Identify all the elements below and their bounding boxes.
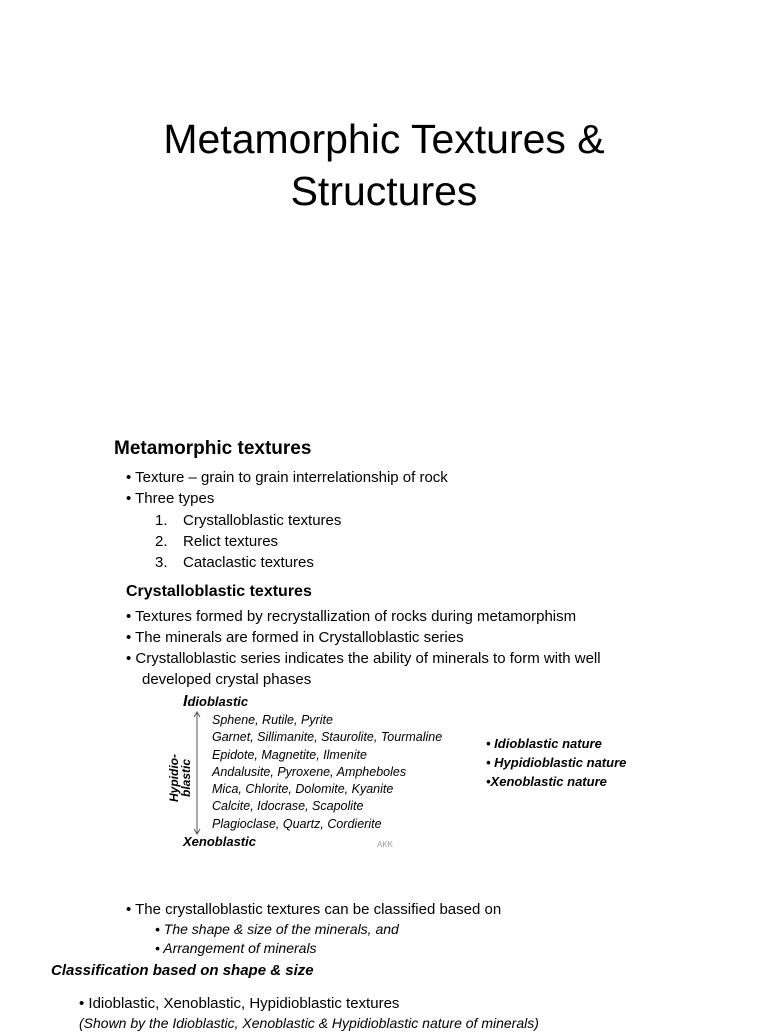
mineral-row: Andalusite, Pyroxene, Ampheboles [212, 764, 407, 779]
type-label-relict: Relict textures [183, 533, 279, 550]
mineral-row: Plagioclase, Quartz, Cordierite [212, 816, 382, 831]
type-label-cataclastic: Cataclastic textures [183, 554, 314, 571]
classification-note: (Shown by the Idioblastic, Xenoblastic & Hypidioblastic nature of minerals) [79, 1015, 539, 1031]
bullet-texture-types: • Idioblastic, Xenoblastic, Hypidioblastic textures [79, 995, 400, 1012]
crystalloblastic-heading: Crystalloblastic textures [126, 583, 312, 600]
mineral-row: Mica, Chlorite, Dolomite, Kyanite [212, 782, 394, 797]
mineral-row: Garnet, Sillimanite, Staurolite, Tourmaline [212, 730, 443, 745]
sub-bullet-shape-size: • The shape & size of the minerals, and [155, 921, 399, 937]
xenoblastic-label: Xenoblastic [183, 834, 256, 849]
bullet-recrystallization: • Textures formed by recrystallization of rocks during metamorphism [126, 608, 577, 625]
type-label-crystalloblastic: Crystalloblastic textures [183, 512, 342, 529]
hypidioblastic-vertical-label [168, 748, 192, 808]
watermark: AKK [377, 840, 394, 849]
type-number-1: 1. [155, 512, 168, 529]
hypidioblastic-label-line-1: Hypidio- [167, 754, 181, 802]
title-line-1: Metamorphic Textures & [163, 116, 605, 162]
title-line-2: Structures [290, 168, 478, 214]
classification-heading: Classification based on shape & size [51, 962, 314, 979]
bullet-series-ability-continued: developed crystal phases [142, 671, 312, 688]
type-number-2: 2. [155, 533, 168, 550]
nature-hypidioblastic: • Hypidioblastic nature [486, 755, 627, 770]
nature-xenoblastic: •Xenoblastic nature [486, 774, 607, 789]
page-title [0, 113, 768, 217]
bullet-classification-intro: • The crystalloblastic textures can be classified based on [126, 901, 502, 918]
mineral-row: Sphene, Rutile, Pyrite [212, 713, 333, 727]
idioblastic-label-rest: dioblastic [187, 694, 249, 709]
mineral-list [212, 712, 442, 833]
metamorphic-textures-heading: Metamorphic textures [114, 438, 312, 459]
sub-bullet-arrangement: • Arrangement of minerals [155, 940, 317, 956]
bullet-minerals-formed: • The minerals are formed in Crystalloblastic series [126, 629, 464, 646]
idioblastic-label-initial: I [183, 693, 188, 710]
nature-idioblastic: • Idioblastic nature [486, 736, 602, 751]
type-number-3: 3. [155, 554, 168, 571]
bullet-series-ability: • Crystalloblastic series indicates the ability of minerals to form with well [126, 650, 601, 667]
mineral-row: Calcite, Idocrase, Scapolite [212, 799, 364, 814]
bullet-three-types: • Three types [126, 490, 215, 507]
mineral-row: Epidote, Magnetite, Ilmenite [212, 747, 367, 762]
nature-list [486, 734, 626, 791]
bullet-texture-definition: • Texture – grain to grain interrelationship of rock [126, 469, 448, 486]
idioblastic-label [183, 693, 248, 711]
hypidioblastic-label-line-2: blastic [179, 759, 193, 798]
